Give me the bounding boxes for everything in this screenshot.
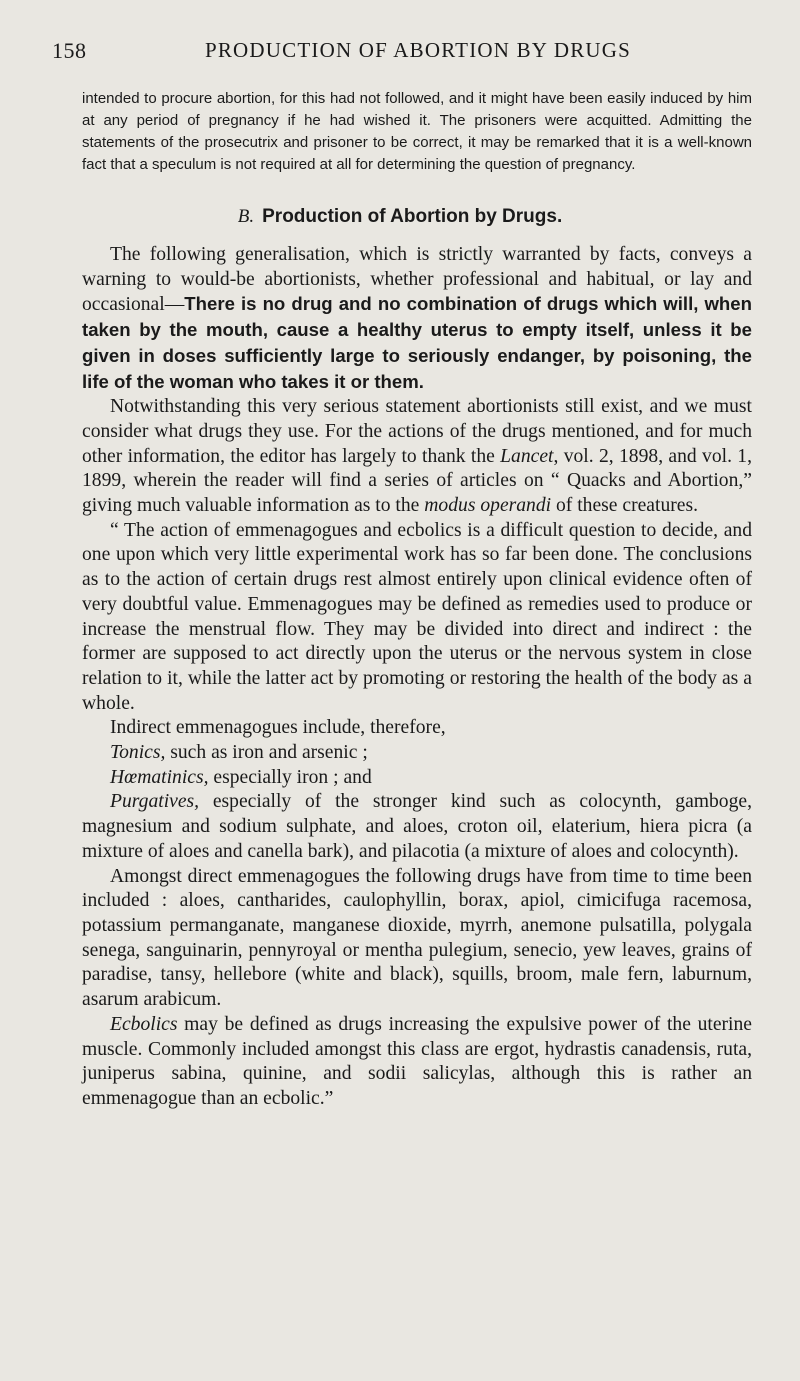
intro-paragraph: intended to procure abortion, for this had not followed, and it might have been easily induced by him at any period of pregnancy if he had wished it. The prisoners were acquitted. Admitting the statements of the prosecutrix and prisoner to be correct, it may be remarked that it is a well-known fact that a speculum is not required at all for determining the question of pregnancy. bbox=[82, 90, 752, 173]
list-item-purgatives bbox=[82, 790, 752, 864]
text-tonics: such as iron and arsenic ; bbox=[165, 742, 368, 764]
text-haematinics: especially iron ; and bbox=[208, 766, 372, 788]
paragraph-generalisation bbox=[82, 243, 752, 395]
para2-part2: , vol. 2, 1898, and vol. 1, 1899, wherein the reader will find a series of articles on “ Quacks and Abortion,” giving much valuable information as to the bbox=[82, 445, 752, 517]
term-haematinics: Hœmatinics, bbox=[110, 766, 209, 788]
term-tonics: Tonics, bbox=[110, 742, 166, 764]
list-item-haematinics bbox=[82, 766, 752, 791]
modus-operandi: modus operandi bbox=[424, 495, 552, 517]
generalisation-lead: The following generalisation, which is strictly warranted by facts, conveys a warning to would-be abortionists, whether professional and habitual, or lay and occasional— bbox=[82, 244, 752, 316]
paragraph-emmenagogues: “ The action of emmenagogues and ecbolics is a difficult question to decide, and one upon which very little experimental work has so far been done. The conclusions as to the action of certain drugs rest almost entirely upon clinical evidence often of very doubtful value. Emmenagogues may be defined as remedies used to produce or increase the menstrual flow. They may be divided into direct and indirect : the former are supposed to act directly upon the uterus or the nervous system in close relation to it, while the latter act by promoting or restoring the health of the body as a whole. bbox=[82, 519, 752, 714]
section-label: B. bbox=[237, 206, 255, 227]
body-text bbox=[82, 243, 752, 1112]
generalisation-emphasis: There is no drug and no combination of drugs which will, when taken by the mouth, cause a healthy uterus to empty itself, unless it be given in doses sufficiently large to seriously endanger, by poisoning, the life of the woman who takes it or them. bbox=[82, 293, 752, 392]
text-ecbolics: may be defined as drugs increasing the expulsive power of the uterine muscle. Commonly included amongst this class are ergot, hydrastis canadensis, ruta, juniperus sabina, quinine, and sodii salicylas, although this is rather an emmenagogue than an ecbolic.” bbox=[82, 1013, 752, 1109]
list-item-tonics bbox=[82, 741, 752, 766]
page-number: 158 bbox=[52, 38, 87, 63]
section-heading bbox=[0, 206, 800, 228]
section-title: Production of Abortion by Drugs. bbox=[262, 206, 563, 227]
text-purgatives: especially of the stronger kind such as colocynth, gamboge, magnesium and sodium sulphate, and aloes, croton oil, elaterium, hiera picra (a mixture of aloes and canella bark), and pilacotia (a mixture of aloes and colocynth). bbox=[82, 791, 752, 862]
lancet-title: Lancet bbox=[500, 445, 554, 467]
paragraph-notwithstanding bbox=[82, 395, 752, 519]
term-ecbolics: Ecbolics bbox=[110, 1013, 178, 1035]
term-purgatives: Purgatives, bbox=[110, 791, 200, 813]
page-header bbox=[52, 30, 744, 70]
paragraph-ecbolics bbox=[82, 1013, 752, 1112]
running-head: PRODUCTION OF ABORTION BY DRUGS bbox=[204, 38, 632, 62]
paragraph-indirect: Indirect emmenagogues include, therefore, bbox=[110, 717, 446, 739]
para2-part1: Notwithstanding this very serious statement abortionists still exist, and we must consider what drugs they use. For the actions of the drugs mentioned, and for much other information, the editor has largely to thank the bbox=[82, 396, 752, 467]
para2-part3: of these creatures. bbox=[551, 495, 698, 517]
paragraph-direct: Amongst direct emmenagogues the following drugs have from time to time been included : aloes, cantharides, caulophyllin, borax, apiol, cimicifuga racemosa, potassium permanganate, manganese dioxide, myrrh, anemone pulsatilla, polygala senega, sanguinarin, pennyroyal or mentha pulegium, senecio, yew leaves, grains of paradise, tansy, hellebore (white and black), squills, broom, male fern, laburnum, asarum arabicum. bbox=[82, 865, 752, 1011]
